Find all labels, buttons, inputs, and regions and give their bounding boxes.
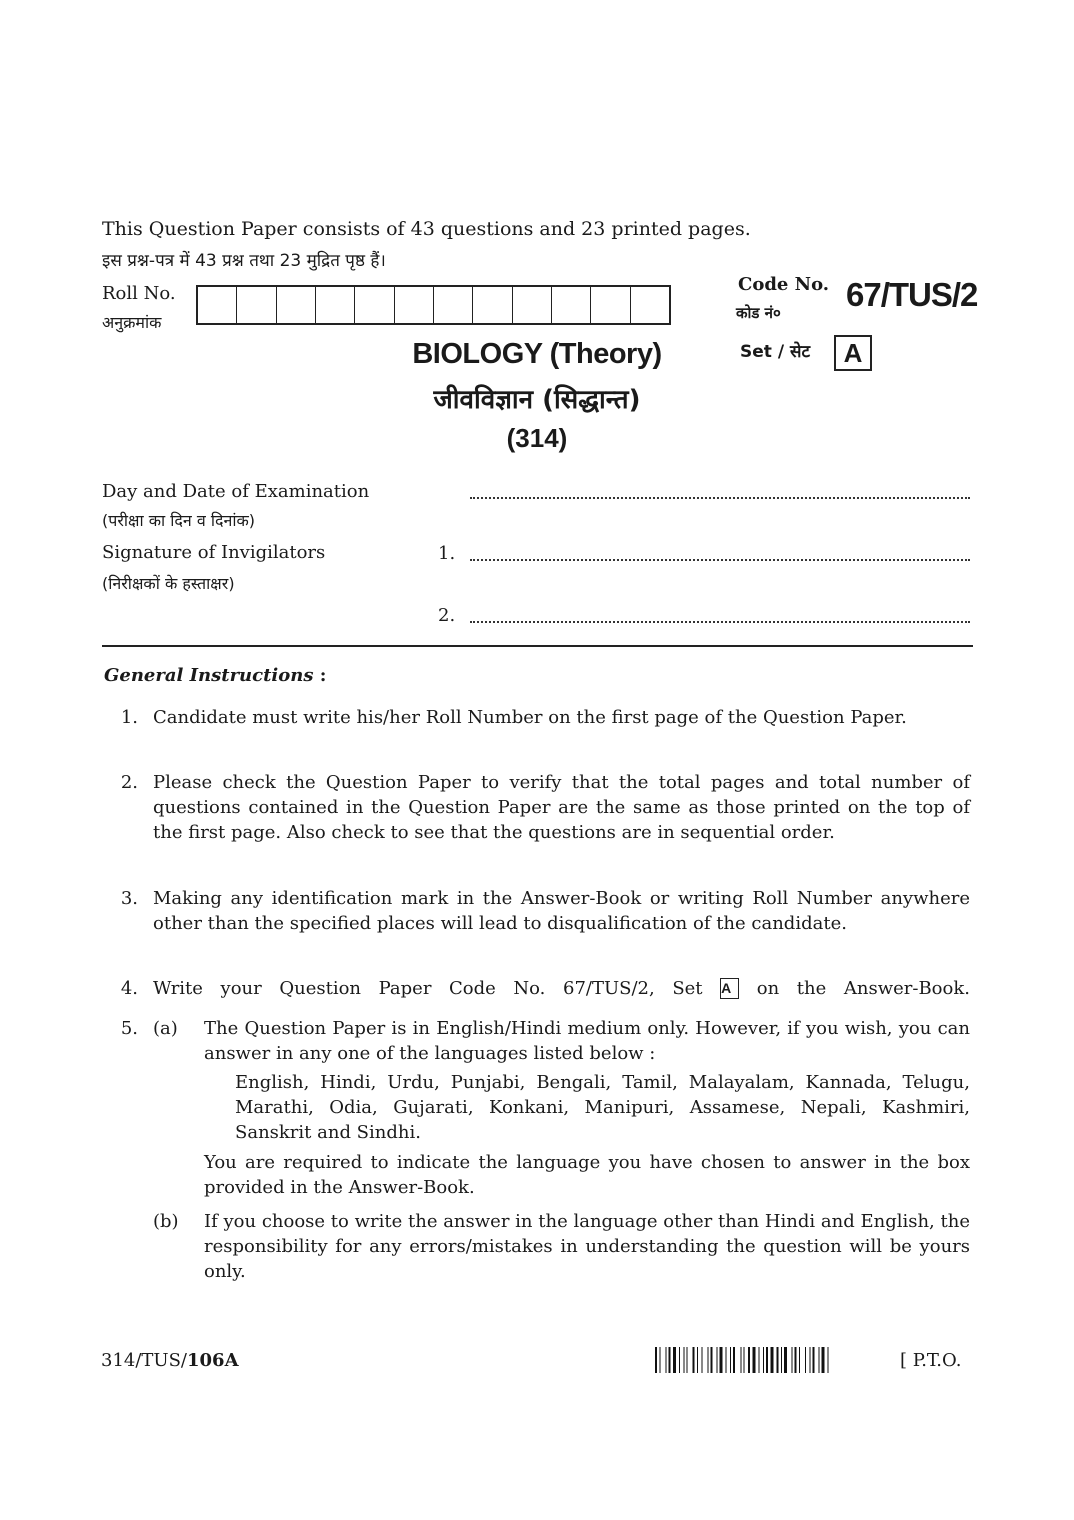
roll-number-digit-box[interactable] [591,287,630,323]
barcode-image [655,1347,880,1373]
signature-line-1[interactable] [470,559,970,561]
instruction-3 [110,886,970,936]
sub-text: The Question Paper is in English/Hindi medium only. However, if you wish, you can answer in any one of the languages listed below : [204,1018,970,1064]
code-number-label: Code No. [738,274,830,295]
set-inline-box: A [720,978,739,999]
code-number-label-hindi: कोड नं० [736,304,781,322]
set-label: Set / सेट [740,342,811,362]
signature-line-2[interactable] [470,621,970,623]
instruction-text: Making any identification mark in the Answer-Book or writing Roll Number anywhere other than the specified places will lead to disqualification of the candidate. [153,888,970,934]
instruction-number: 4. [120,978,138,999]
invigilator-signature-label-hindi: (निरीक्षकों के हस्ताक्षर) [102,574,235,593]
roll-number-digit-box[interactable] [316,287,355,323]
exam-date-line[interactable] [470,497,970,499]
subject-code: (314) [506,423,568,453]
roll-number-digit-box[interactable] [237,287,276,323]
sub-label: (a) [153,1018,178,1039]
instruction-number: 1. [120,707,138,728]
roll-number-boxes[interactable] [196,285,671,325]
instruction-4 [110,976,970,1001]
please-turn-over: [ P.T.O. [900,1350,962,1371]
set-box: A [834,335,872,371]
instruction-5b [153,1209,970,1284]
subject-title: BIOLOGY (Theory) [412,338,662,370]
instruction-number: 3. [120,888,138,909]
language-note: You are required to indicate the language you have chosen to answer in the box provided in the Answer-Book. [204,1152,970,1198]
roll-number-digit-box[interactable] [473,287,512,323]
instruction-text: Write your Question Paper Code No. 67/TUS/2, Set A on the Answer-Book. [153,978,970,999]
question-count-notice-hindi: इस प्रश्न-पत्र में 43 प्रश्न तथा 23 मुद्रित पृष्ठ हैं। [102,251,386,271]
instruction-5a [153,1016,970,1200]
roll-number-digit-box[interactable] [395,287,434,323]
footer-paper-code: 314/TUS/106A [101,1350,239,1371]
signature-number-1: 1. [438,543,456,564]
sub-label: (b) [153,1211,179,1232]
divider [102,645,973,647]
instruction-2 [110,770,970,845]
exam-date-label-hindi: (परीक्षा का दिन व दिनांक) [102,511,256,530]
instruction-text: Please check the Question Paper to verify that the total pages and total number of questions contained in the Question Paper are the same as those printed on the top of the first page. Also check to see that the questions are in sequential order. [153,772,970,843]
sub-text: If you choose to write the answer in the language other than Hindi and English, the responsibility for any errors/mistakes in understanding the question will be yours only. [204,1211,970,1282]
exam-date-label: Day and Date of Examination [102,481,370,502]
instruction-number: 5. [120,1018,138,1039]
roll-number-digit-box[interactable] [434,287,473,323]
roll-number-digit-box[interactable] [198,287,237,323]
instruction-1 [110,705,970,730]
roll-number-digit-box[interactable] [552,287,591,323]
roll-number-digit-box[interactable] [355,287,394,323]
instruction-number: 2. [120,772,138,793]
signature-number-2: 2. [438,605,456,626]
paper-code: 67/TUS/2 [846,276,978,313]
instruction-text: Candidate must write his/her Roll Number on the first page of the Question Paper. [153,707,907,728]
instruction-5 [110,1016,970,1286]
roll-number-label: Roll No. [102,283,176,304]
invigilator-signature-label: Signature of Invigilators [102,542,326,563]
instructions-heading: General Instructions : [104,665,327,686]
roll-number-digit-box[interactable] [277,287,316,323]
question-count-notice: This Question Paper consists of 43 questions and 23 printed pages. [102,218,751,240]
roll-number-digit-box[interactable] [513,287,552,323]
subject-title-hindi: जीवविज्ञान (सिद्धान्त) [433,385,641,415]
roll-number-digit-box[interactable] [631,287,669,323]
roll-number-label-hindi: अनुक्रमांक [102,313,162,332]
language-list: English, Hindi, Urdu, Punjabi, Bengali, Tamil, Malayalam, Kannada, Telugu, Marathi, Odia, Gujarati, Konkani, Manipuri, Assamese, Nepali, Kashmiri, Sanskrit and Sindhi. [235,1072,970,1143]
